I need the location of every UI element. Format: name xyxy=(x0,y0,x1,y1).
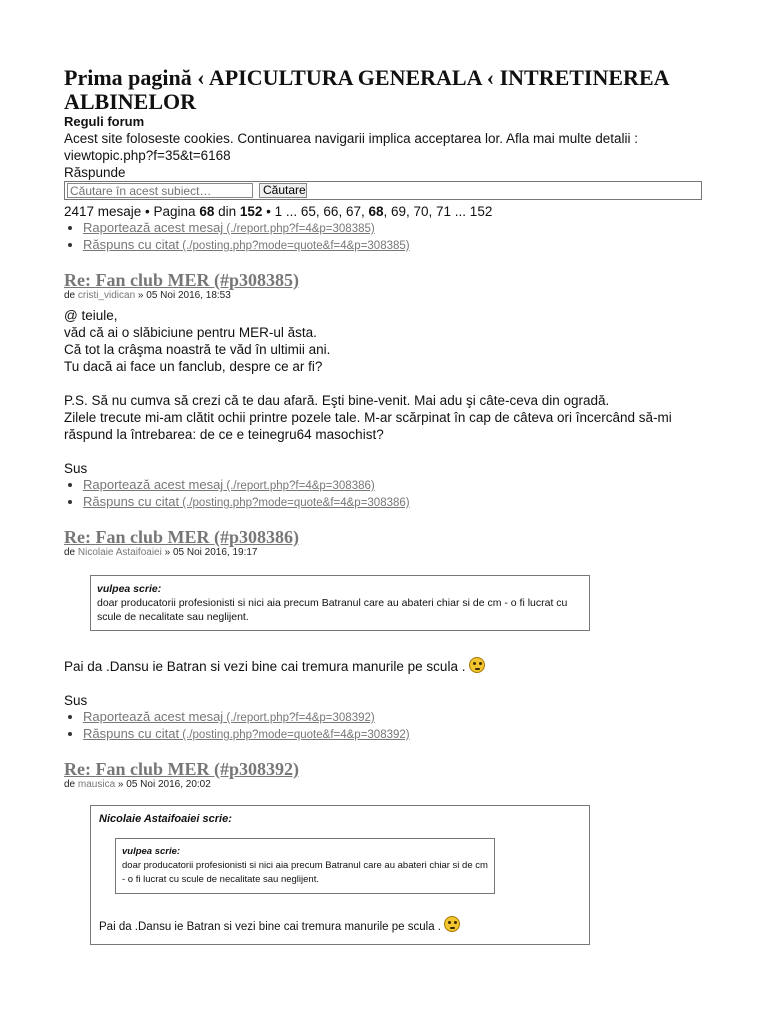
post-content xyxy=(64,657,704,709)
search-input[interactable] xyxy=(67,183,253,198)
post-body xyxy=(64,657,704,675)
list-item xyxy=(83,220,704,237)
post-ps-2: Zilele trecute mi-am clătit ochii printre pozele tale. M-ar scărpinat în cap de câteva ori încercând să-mi răspund la întrebarea: de ce e teinegru64 masochist? xyxy=(64,410,672,442)
quote-reply-link[interactable] xyxy=(83,494,410,509)
outer-blockquote xyxy=(90,805,590,945)
author-prefix: de xyxy=(64,547,78,558)
post-body-text: Pai da .Dansu ie Batran si vezi bine cai tremura manurile pe scula . xyxy=(64,659,466,674)
page-title: Prima pagină ‹ APICULTURA GENERALA ‹ INTRETINEREA ALBINELOR xyxy=(64,65,669,114)
search-button[interactable]: Căutare xyxy=(259,183,307,198)
cookie-notice: Acest site foloseste cookies. Continuarea navigarii implica acceptarea lor. Afla mai multe detalii : viewtopic.php?f=35&t=6168 xyxy=(64,131,639,163)
pagination xyxy=(64,203,704,220)
post-308385 xyxy=(64,270,704,511)
quote-text: doar producatorii profesionisti si nici aia precum Batranul care au abateri chiar si de cm - o fi lucrat cu scule de necalitate sau neglijent. xyxy=(97,597,568,623)
pagination-pages-before[interactable]: • 1 ... 65, 66, 67, xyxy=(262,204,369,219)
post-actions xyxy=(64,709,704,743)
report-link[interactable] xyxy=(83,709,375,724)
quote-body xyxy=(99,916,583,934)
list-item xyxy=(83,494,704,511)
author-prefix: de xyxy=(64,290,78,301)
back-to-top-link[interactable]: Sus xyxy=(64,461,88,476)
post-308386 xyxy=(64,527,704,743)
wink-smiley-icon xyxy=(469,657,485,673)
report-href: (./report.php?f=4&p=308385) xyxy=(223,223,375,235)
wink-smiley-icon xyxy=(444,916,460,932)
post-date: » 05 Noi 2016, 18:53 xyxy=(135,290,231,301)
report-link[interactable] xyxy=(83,220,375,235)
report-label: Raportează acest mesaj xyxy=(83,709,224,724)
quote-label: Răspuns cu citat xyxy=(83,237,180,252)
list-item xyxy=(83,237,704,254)
top-actions xyxy=(64,220,704,254)
quote-text: doar producatorii profesionisti si nici aia precum Batranul care au abateri chiar si de cm - o fi lucrat cu scule de necalitate sau neglijent. xyxy=(122,860,488,885)
quote-reply-link[interactable] xyxy=(83,237,410,252)
quote-label: Răspuns cu citat xyxy=(83,494,180,509)
post-author-line xyxy=(64,547,704,559)
quote-label: Răspuns cu citat xyxy=(83,726,180,741)
author-prefix: de xyxy=(64,779,78,790)
forum-page xyxy=(64,66,704,945)
post-content xyxy=(64,307,704,477)
pagination-total: 152 xyxy=(239,204,263,219)
back-to-top-link[interactable]: Sus xyxy=(64,693,88,708)
rules-link[interactable]: Reguli forum xyxy=(64,114,145,129)
post-title[interactable]: Re: Fan club MER (#p308385) xyxy=(64,270,299,290)
reply-link[interactable]: Răspunde xyxy=(64,165,126,180)
post-date: » 05 Noi 2016, 19:17 xyxy=(161,547,258,558)
quote-author: vulpea scrie: xyxy=(97,583,162,595)
post-author[interactable]: mausica xyxy=(77,779,116,790)
list-item xyxy=(83,726,704,743)
report-label: Raportează acest mesaj xyxy=(83,220,224,235)
post-actions xyxy=(64,477,704,511)
report-link[interactable] xyxy=(83,477,375,492)
pagination-active-page: 68 xyxy=(368,204,384,219)
inner-blockquote xyxy=(115,838,495,894)
post-author[interactable]: Nicolaie Astaifoaiei xyxy=(77,547,162,558)
post-date: » 05 Noi 2016, 20:02 xyxy=(115,779,211,790)
report-href: (./report.php?f=4&p=308392) xyxy=(223,712,375,724)
quote-author: vulpea scrie: xyxy=(122,846,181,857)
pagination-current: 68 xyxy=(199,204,215,219)
list-item xyxy=(83,477,704,494)
pagination-middle: din xyxy=(214,204,240,219)
quote-href: (./posting.php?mode=quote&f=4&p=308386) xyxy=(179,497,410,509)
quote-author: Nicolaie Astaifoaiei scrie: xyxy=(99,813,232,825)
quote-reply-link[interactable] xyxy=(83,726,410,741)
post-author-line xyxy=(64,779,704,791)
blockquote xyxy=(90,575,590,631)
post-title[interactable]: Re: Fan club MER (#p308386) xyxy=(64,527,299,547)
post-line: Tu dacă ai face un fanclub, despre ce ar fi? xyxy=(64,359,323,374)
quote-href: (./posting.php?mode=quote&f=4&p=308392) xyxy=(179,729,410,741)
post-line: Că tot la crâşma noastră te văd în ultimii ani. xyxy=(64,342,331,357)
post-line: văd că ai o slăbiciune pentru MER-ul ăsta. xyxy=(64,325,317,340)
post-author[interactable]: cristi_vidican xyxy=(77,290,136,301)
post-line: @ teiule, xyxy=(64,308,118,323)
report-label: Raportează acest mesaj xyxy=(83,477,224,492)
quote-href: (./posting.php?mode=quote&f=4&p=308385) xyxy=(179,240,410,252)
post-title[interactable]: Re: Fan club MER (#p308392) xyxy=(64,759,299,779)
quote-body-text: Pai da .Dansu ie Batran si vezi bine cai tremura manurile pe scula . xyxy=(99,921,441,933)
post-author-line xyxy=(64,290,704,302)
post-308392 xyxy=(64,759,704,945)
list-item xyxy=(83,709,704,726)
search-form xyxy=(64,181,702,200)
pagination-prefix: 2417 mesaje • Pagina xyxy=(64,204,200,219)
post-ps: P.S. Să nu cumva să crezi că te dau afară. Eşti bine-venit. Mai adu şi câte-ceva din ogradă. xyxy=(64,393,610,408)
report-href: (./report.php?f=4&p=308386) xyxy=(223,480,375,492)
pagination-pages-after[interactable]: , 69, 70, 71 ... 152 xyxy=(383,204,493,219)
